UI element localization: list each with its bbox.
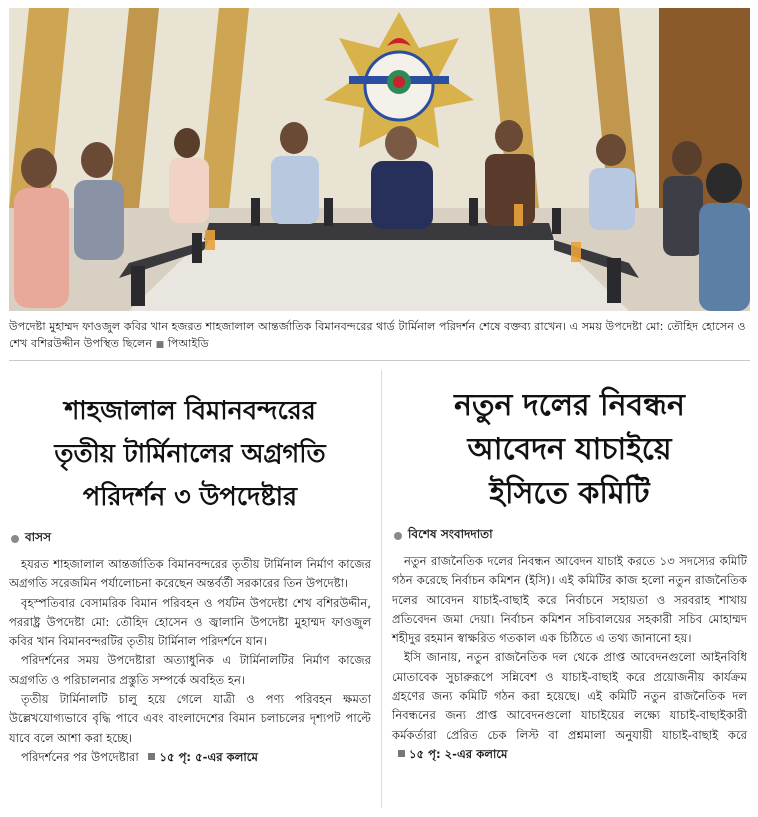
headline-line: আবেদন যাচাইয়ে: [467, 432, 672, 467]
caption-text: উপদেষ্টা মুহাম্মদ ফাওজুল কবির খান হজরত শাহজালাল আন্তর্জাতিক বিমানবন্দরের থার্ড টার্মিনাল পরিদর্শন শেষে বক্তব্য রাখেন। এ সময় উপদেষ্টা মো: তৌহিদ হোসেন ও শেখ বশিরউদ্দীন উপস্থিত ছিলেন: [9, 320, 746, 350]
byline: [11, 529, 371, 549]
jump-text: ১৫ পৃ: ৫-এর কলামে: [159, 749, 258, 764]
jump-text: ১৫ পৃ: ২-এর কলামে: [409, 746, 508, 761]
paragraph: পরিদর্শনের সময় উপদেষ্টারা অত্যাধুনিক এ টার্মিনালটির নির্মাণ কাজের অগ্রগতি ও পরিচালনার প্রস্তুতি সম্পর্কে অবহিত হন।: [9, 653, 371, 687]
byline: [394, 526, 747, 546]
paragraph: বৃহস্পতিবার বেসামরিক বিমান পরিবহন ও পর্যটন উপদেষ্টা শেখ বশিরউদ্দীন, পররাষ্ট্র উপদেষ্টা মো: তৌহিদ হোসেন ও জ্বালানি উপদেষ্টা মুহাম্মদ ফাওজুল কবির খান বিমানবন্দরটির তৃতীয় টার্মিনাল পরিদর্শনে যান।: [9, 595, 371, 649]
paragraph-last: [9, 748, 371, 767]
continuation-jump[interactable]: [392, 747, 507, 761]
credit-marker-icon: ■: [155, 340, 165, 350]
square-marker-icon: [398, 750, 405, 757]
square-marker-icon: [148, 753, 155, 760]
caption-divider: [9, 360, 750, 361]
paragraph-last-text: পরিদর্শনের পর উপদেষ্টারা: [21, 749, 139, 764]
photo-credit: পিআইডি: [167, 337, 209, 350]
paragraph-last: [392, 648, 747, 764]
bullet-icon: [394, 532, 402, 540]
article-headline: [392, 384, 747, 516]
photo-caption: [9, 318, 750, 354]
headline-line: ইসিতে কমিটি: [489, 476, 650, 511]
paragraph: নতুন রাজনৈতিক দলের নিবন্ধন আবেদন যাচাই করতে ১৩ সদস্যের কমিটি গঠন করেছে নির্বাচন কমিশন (ইসি)। এই কমিটির কাজ হলো নতুন রাজনৈতিক দলের আবেদন যাচাই-বাছাই করে নির্বাচনে সহায়তা ও সরবরাহ শাখায় প্রতিবেদন জমা দেয়া। নির্বাচন কমিশন সচিবালয়ের সহকারী সচিব মোহাম্মদ শহীদুর রহমান স্বাক্ষরিত গতকাল এক চিঠিতে এ তথ্য জানানো হয়।: [392, 554, 747, 646]
paragraph: হযরত শাহজালাল আন্তর্জাতিক বিমানবন্দরের তৃতীয় টার্মিনাল নির্মাণ কাজের অগ্রগতি সরেজমিন পর্যালোচনা করেছেন অন্তর্বর্তী সরকারের তিন উপদেষ্টা।: [9, 557, 371, 591]
headline-line: তৃতীয় টার্মিনালের অগ্রগতি: [54, 439, 326, 469]
continuation-jump[interactable]: [142, 750, 257, 764]
article-right: [392, 378, 747, 764]
article-headline: [9, 390, 371, 519]
column-divider: [381, 370, 382, 808]
headline-line: পরিদর্শন ৩ উপদেষ্টার: [82, 482, 298, 512]
paragraph: তৃতীয় টার্মিনালটি চালু হয়ে গেলে যাত্রী ও পণ্য পরিবহন ক্ষমতা উল্লেখযোগ্যভাবে বৃদ্ধি পাবে এবং বাংলাদেশের বিমান চলাচলের দৃশ্যপট পাল্টে যাবে বলে আশা করা হচ্ছে।: [9, 692, 371, 745]
byline-text: বাসস: [25, 530, 52, 544]
article-left: [9, 378, 371, 767]
bullet-icon: [11, 535, 19, 543]
article-body: [392, 552, 747, 764]
headline-line: শাহজালাল বিমানবন্দরের: [64, 396, 316, 426]
news-photo: [9, 8, 750, 311]
meeting-photo-illustration: [9, 8, 750, 311]
headline-line: নতুন দলের নিবন্ধন: [454, 388, 685, 423]
article-body: [9, 555, 371, 767]
byline-text: বিশেষ সংবাদদাতা: [408, 527, 493, 541]
paragraph-last-text: ইসি জানায়, নতুন রাজনৈতিক দল থেকে প্রাপ্ত আবেদনগুলো আইনবিধি মোতাবেক সুচারুরূপে সন্নিবেশ ও যাচাই-বাছাই করে প্রয়োজনীয় কার্যক্রম গ্রহণের জন্য কমিটি গঠন করা হয়েছে। এই কমিটি নতুন রাজনৈতিক দল নিবন্ধনের জন্য প্রাপ্ত আবেদনগুলো যাচাইয়ের লক্ষ্যে যাচাই-বাছাইকারী কর্মকর্তারা প্রেরিত চেক লিস্ট বা প্রশ্নমালা অনুযায়ী যাচাই-বাছাই করে: [392, 650, 747, 742]
